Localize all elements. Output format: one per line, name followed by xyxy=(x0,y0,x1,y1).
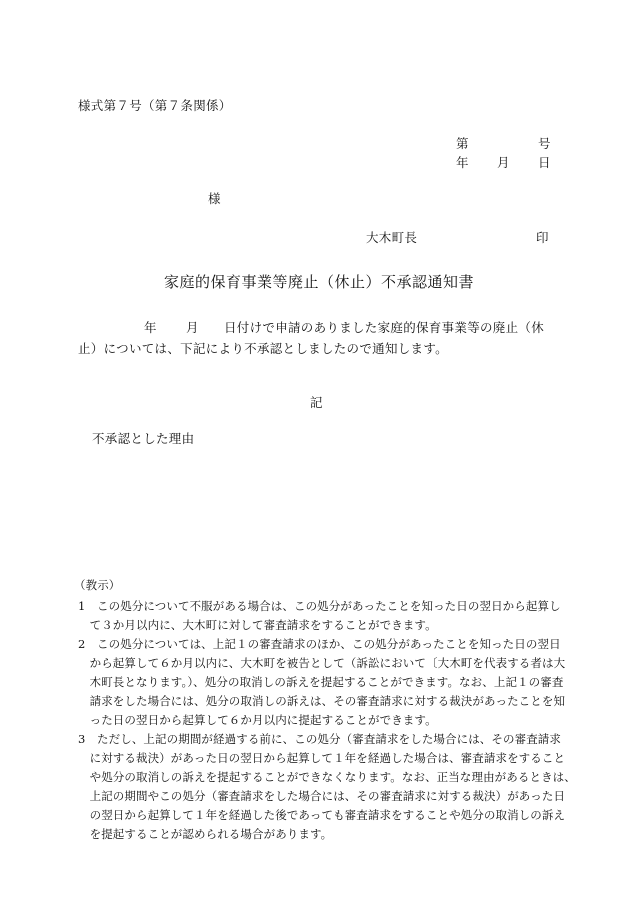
body-line-2: 止）については、下記により不承認としましたので通知します。 xyxy=(78,341,448,356)
notice-line: 2 この処分については、上記１の審査請求のほか、この処分があったことを知った日の翌日 xyxy=(78,637,561,651)
notice-line: 木町長となります。）、処分の取消しの訴えを提起することができます。なお、上記１の審査 xyxy=(78,675,564,689)
addressee-suffix: 様 xyxy=(208,191,221,206)
notice-line: 1 この処分について不服がある場合は、この処分があったことを知った日の翌日から起算し xyxy=(78,599,561,613)
ki-heading: 記 xyxy=(310,395,323,410)
notice-line: を提起することが認められる場合があります。 xyxy=(78,827,333,841)
document-number-prefix: 第 xyxy=(456,136,469,151)
notice-line: 請求をした場合には、処分の取消しの訴えは、その審査請求に対する裁決があったことを知 xyxy=(78,694,566,708)
form-label: 様式第７号（第７条関係） xyxy=(78,98,232,113)
issuer-name: 大木町長 xyxy=(366,230,418,245)
document-number-suffix: 号 xyxy=(538,136,551,151)
date-day: 日 xyxy=(538,155,551,170)
notice-line: の翌日から起算して１年を経過した後であっても審査請求をすることや処分の取消しの訴え xyxy=(78,808,566,822)
notice-line: 上記の期間やこの処分（審査請求をした場合には、その審査請求に対する裁決）があった日 xyxy=(78,789,566,803)
notice-line: った日の翌日から起算して６か月以内に提起することができます。 xyxy=(78,713,437,727)
notice-line: 3 ただし、上記の期間が経過する前に、この処分（審査請求をした場合には、その審査請求 xyxy=(78,732,562,746)
notice-heading: （教示） xyxy=(74,578,121,592)
notice-line: や処分の取消しの訴えを提起することができなくなります。なお、正当な理由があるときは、 xyxy=(78,770,576,784)
date-month: 月 xyxy=(497,155,510,170)
document-title: 家庭的保育事業等廃止（休止）不承認通知書 xyxy=(164,273,475,291)
body-month: 月 xyxy=(186,320,199,335)
date-year: 年 xyxy=(456,155,469,170)
body-line-1: 日付けで申請のありました家庭的保育事業等の廃止（休 xyxy=(224,320,545,335)
notice-line: から起算して６か月以内に、大木町を被告として（訴訟において〔大木町を代表する者は大 xyxy=(78,656,566,670)
body-year: 年 xyxy=(144,320,157,335)
notice-line: て３か月以内に、大木町に対して審査請求をすることができます。 xyxy=(78,618,437,632)
seal-mark: 印 xyxy=(536,230,549,245)
reason-label: 不承認とした理由 xyxy=(92,431,195,446)
notice-line: に対する裁決）があった日の翌日から起算して１年を経過した場合は、審査請求をすること xyxy=(78,751,566,765)
